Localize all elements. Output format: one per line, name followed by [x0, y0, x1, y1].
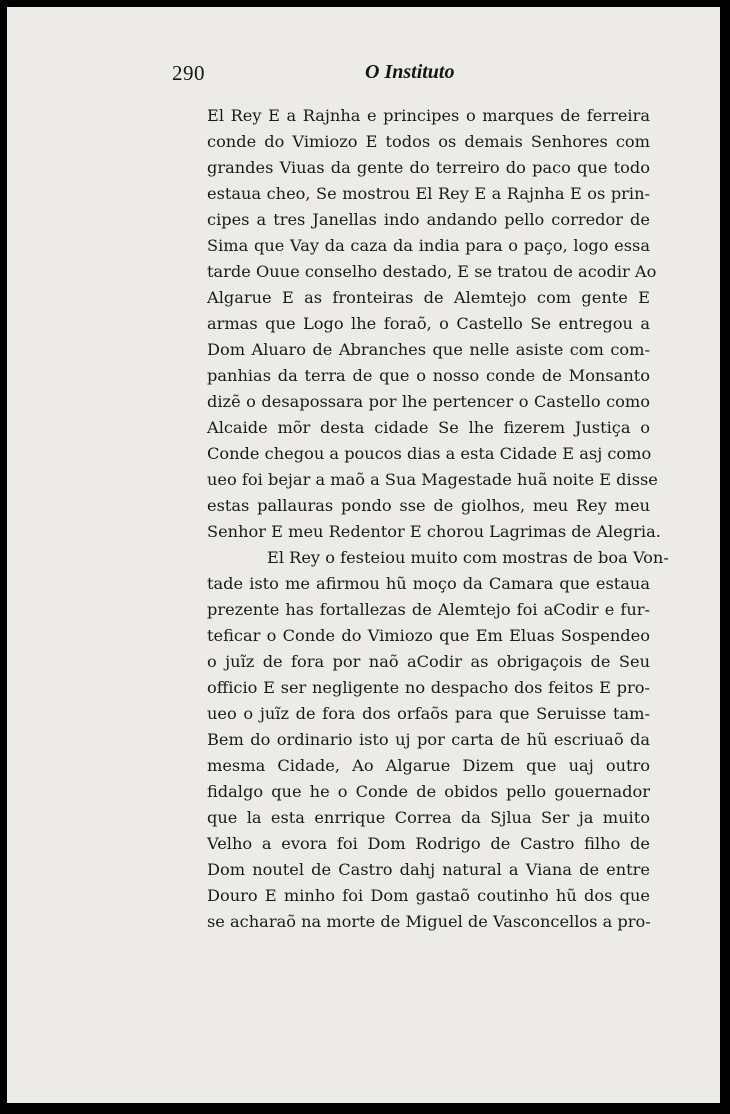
text-line: mesma Cidade, Ao Algarue Dizem que uaj outro [207, 756, 650, 775]
paragraph-1 [207, 103, 661, 545]
text-line: Douro E minho foi Dom gastaõ coutinho hũ dos que [207, 886, 650, 905]
text-line: tade isto me afirmou hũ moço da Camara que estaua [207, 574, 650, 593]
text-line: Senhor E meu Redentor E chorou Lagrimas de Alegria. [207, 522, 661, 541]
text-line: officio E ser negligente no despacho dos feitos E pro- [207, 678, 650, 697]
text-line: Dom Aluaro de Abranches que nelle asiste com com- [207, 340, 650, 359]
running-title: O Instituto [365, 61, 455, 83]
text-line: teficar o Conde do Vimiozo que Em Eluas Sospendeo [207, 626, 650, 645]
text-line: grandes Viuas da gente do terreiro do paco que todo [207, 158, 650, 177]
text-line: Sima que Vay da caza da india para o paço, logo essa [207, 236, 650, 255]
text-line: fidalgo que he o Conde de obidos pello gouernador [207, 782, 650, 801]
text-line: Conde chegou a poucos dias a esta Cidade E asj como [207, 444, 652, 463]
text-line: conde do Vimiozo E todos os demais Senhores com [207, 132, 650, 151]
text-line: El Rey o festeiou muito com mostras de boa Von- [267, 548, 669, 567]
book-page [7, 7, 720, 1103]
text-line: ueo foi bejar a maõ a Sua Magestade huã noite E disse [207, 470, 658, 489]
text-line: o juĩz de fora por naõ aCodir as obrigaçois de Seu [207, 652, 650, 671]
page-header [7, 61, 720, 91]
text-line: panhias da terra de que o nosso conde de Monsanto [207, 366, 650, 385]
text-line: Velho a evora foi Dom Rodrigo de Castro filho de [207, 834, 650, 853]
text-line: Dom noutel de Castro dahj natural a Viana de entre [207, 860, 650, 879]
text-line: dizẽ o desapossara por lhe pertencer o Castello como [207, 392, 650, 411]
text-line: Alcaide mõr desta cidade Se lhe fizerem Justiça o [207, 418, 650, 437]
text-line: ueo o juĩz de fora dos orfaõs para que Seruisse tam- [207, 704, 650, 723]
text-line: se acharaõ na morte de Miguel de Vasconcellos a pro- [207, 912, 651, 931]
text-line: estaua cheo, Se mostrou El Rey E a Rajnha E os prin- [207, 184, 650, 203]
text-line: El Rey E a Rajnha e principes o marques de ferreira [207, 106, 650, 125]
text-line: Algarue E as fronteiras de Alemtejo com gente E [207, 288, 650, 307]
text-line: cipes a tres Janellas indo andando pello corredor de [207, 210, 650, 229]
body-text [207, 103, 669, 935]
text-line: tarde Ouue conselho destado, E se tratou de acodir Ao [207, 262, 657, 281]
text-line: armas que Logo lhe foraõ, o Castello Se entregou a [207, 314, 650, 333]
paragraph-2 [207, 545, 669, 935]
text-line: estas pallauras pondo sse de giolhos, meu Rey meu [207, 496, 650, 515]
page-number: 290 [172, 61, 205, 85]
text-line: prezente has fortallezas de Alemtejo foi aCodir e fur- [207, 600, 650, 619]
text-line: que la esta enrrique Correa da Sjlua Ser ja muito [207, 808, 650, 827]
text-line: Bem do ordinario isto uj por carta de hũ escriuaõ da [207, 730, 650, 749]
